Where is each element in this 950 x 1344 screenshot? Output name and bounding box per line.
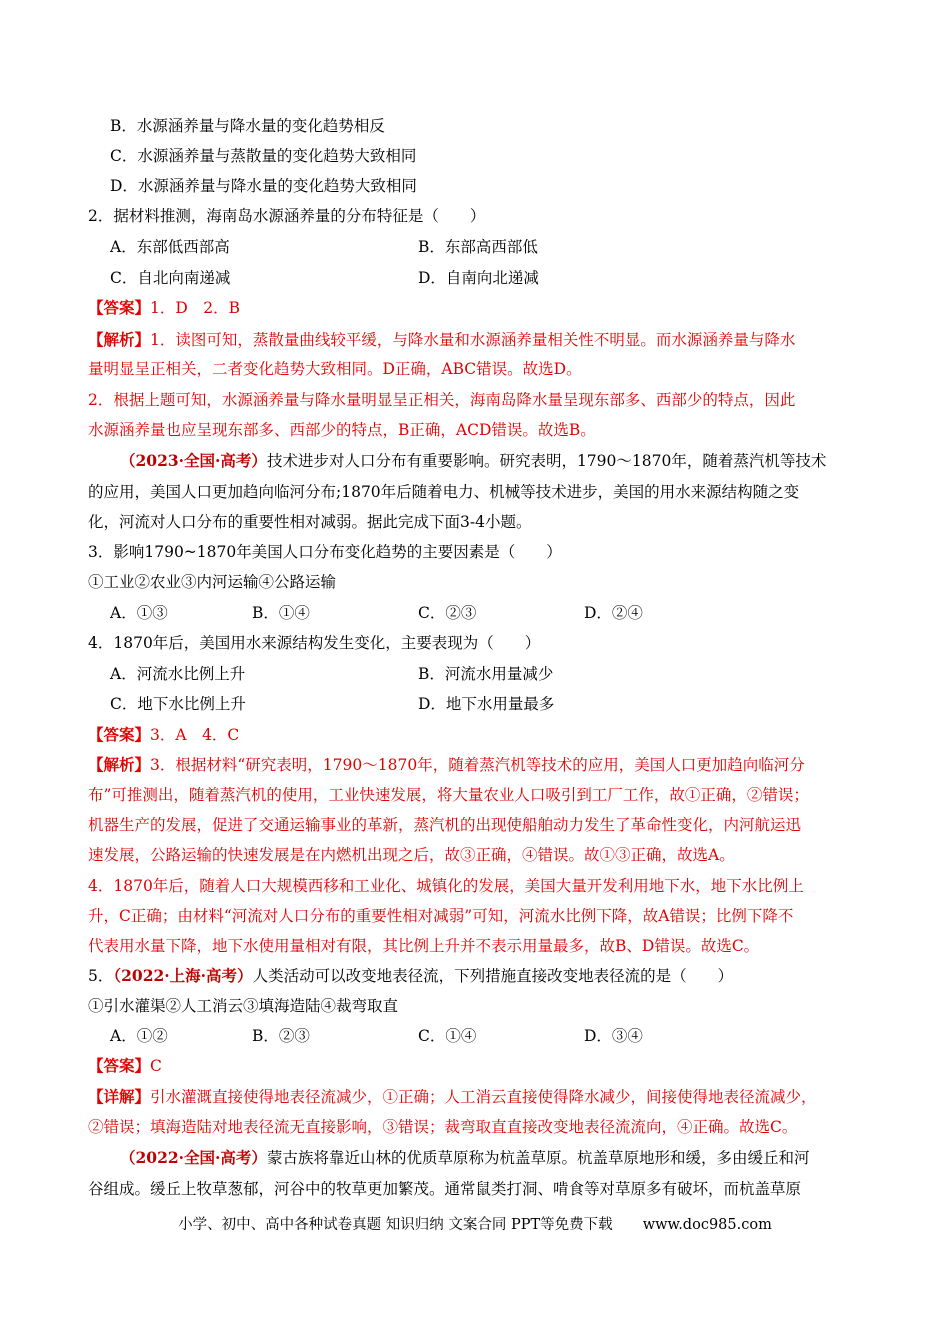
- material-3-4-line1: [120, 451, 826, 471]
- q2-stem: 2．据材料推测，海南岛水源涵养量的分布特征是（ ）: [88, 207, 486, 225]
- explanation-1-2-line3: 2．根据上题可知，水源涵养量与降水量明显呈正相关，海南岛降水量呈现东部多、西部少的特点，因此: [88, 391, 796, 409]
- answer-tag: 【答案】: [88, 298, 151, 317]
- q2-option-c: C．自北向南递减: [110, 269, 231, 287]
- q2-option-a: A．东部低西部高: [110, 238, 230, 256]
- detail-5-line2: ②错误；填海造陆对地表径流无直接影响，③错误；裁弯取直直接改变地表径流流向，④正确。故选C。: [88, 1118, 798, 1136]
- q3-items: ①工业②农业③内河运输④公路运输: [88, 573, 337, 591]
- explanation-3-4-line2: 布”可推测出，随着蒸汽机的使用，工业快速发展，将大量农业人口吸引到工厂工作，故①正确，②错误；: [88, 786, 809, 804]
- q5-stem-text: 人类活动可以改变地表径流，下列措施直接改变地表径流的是（ ）: [252, 967, 734, 985]
- material-6-line2: 谷组成。缓丘上牧草葱郁，河谷中的牧草更加繁茂。通常鼠类打洞、啃食等对草原多有破坏，而杭盖草原: [88, 1180, 802, 1198]
- q5-option-d: D．③④: [584, 1027, 643, 1045]
- material-text: 技术进步对人口分布有重要影响。研究表明，1790～1870年，随着蒸汽机等技术: [266, 452, 827, 470]
- answer-3-4: [88, 725, 239, 745]
- footer-link[interactable]: www.doc985.com: [642, 1217, 772, 1233]
- explanation-tag: 【解析】: [88, 755, 151, 774]
- q1-option-d: D．水源涵养量与降水量的变化趋势大致相同: [110, 177, 417, 195]
- explanation-3-4-line3: 机器生产的发展，促进了交通运输事业的革新，蒸汽机的出现使船舶动力发生了革命性变化，内河航运迅: [88, 816, 802, 834]
- explanation-text: 1．读图可知，蒸散量曲线较平缓，与降水量和水源涵养量相关性不明显。而水源涵养量与降水: [150, 331, 796, 349]
- q2-options-row2: [110, 268, 850, 288]
- page-footer: [0, 1213, 950, 1234]
- q1-option-c: C．水源涵养量与蒸散量的变化趋势大致相同: [110, 147, 417, 165]
- q3-option-d: D．②④: [584, 604, 643, 622]
- q3-option-c: C．②③: [418, 604, 477, 622]
- q2-option-d: D．自南向北递减: [418, 269, 539, 287]
- answer-text: C: [150, 1057, 162, 1075]
- explanation-3-4-line6: 升，C正确；由材料“河流对人口分布的重要性相对减弱”可知，河流水比例下降，故A错误；比例下降不: [88, 907, 794, 925]
- q3-option-a: A．①③: [110, 604, 168, 622]
- q4-option-c: C．地下水比例上升: [110, 695, 246, 713]
- q4-option-d: D．地下水用量最多: [418, 695, 555, 713]
- material-text: 蒙古族将靠近山林的优质草原称为杭盖草原。杭盖草原地形和缓，多由缓丘和河: [266, 1149, 810, 1167]
- material-3-4-line3: 化，河流对人口分布的重要性相对减弱。据此完成下面3-4小题。: [88, 513, 532, 531]
- q5-option-c: C．①④: [418, 1027, 477, 1045]
- answer-text: 3．A 4．C: [150, 726, 240, 744]
- source-tag: （2022·上海·高考）: [113, 966, 253, 985]
- detail-text: 引水灌溉直接使得地表径流减少，①正确；人工消云直接使得降水减少，间接使得地表径流减少，: [150, 1088, 817, 1106]
- material-3-4-line2: 的应用，美国人口更加趋向临河分布;1870年后随着电力、机械等技术进步，美国的用水来源结构随之变: [88, 483, 800, 501]
- q3-stem: 3．影响1790~1870年美国人口分布变化趋势的主要因素是（ ）: [88, 543, 562, 561]
- q3-options: [110, 603, 850, 623]
- q5-options: [110, 1026, 850, 1046]
- answer-5: [88, 1056, 162, 1076]
- answer-tag: 【答案】: [88, 725, 151, 744]
- source-tag: （2022·全国·高考）: [120, 1148, 267, 1167]
- explanation-tag: 【解析】: [88, 330, 151, 349]
- q5-stem: [88, 966, 733, 986]
- detail-tag: 【详解】: [88, 1087, 151, 1106]
- explanation-3-4-line4: 速发展，公路运输的快速发展是在内燃机出现之后，故③正确，④错误。故①③正确，故选A。: [88, 846, 735, 864]
- q3-option-b: B．①④: [252, 604, 310, 622]
- q4-option-a: A．河流水比例上升: [110, 665, 246, 683]
- q1-option-b: B．水源涵养量与降水量的变化趋势相反: [110, 117, 385, 135]
- q5-option-a: A．①②: [110, 1027, 168, 1045]
- q2-option-b: B．东部高西部低: [418, 238, 538, 256]
- explanation-1-2-line1: [88, 330, 795, 350]
- explanation-3-4-line7: 代表用水量下降，地下水使用量相对有限，其比例上升并不表示用量最多，故B、D错误。故选C。: [88, 937, 760, 955]
- material-6-line1: [120, 1148, 809, 1168]
- explanation-1-2-line2: 量明显呈正相关，二者变化趋势大致相同。D正确，ABC错误。故选D。: [88, 360, 582, 378]
- explanation-text: 3．根据材料“研究表明，1790～1870年，随着蒸汽机等技术的应用，美国人口更加趋向临河分: [150, 756, 805, 774]
- q4-options-row1: [110, 664, 850, 684]
- explanation-3-4-line1: [88, 755, 805, 775]
- detail-5-line1: [88, 1087, 817, 1107]
- source-tag: （2023·全国·高考）: [120, 451, 267, 470]
- q4-options-row2: [110, 694, 850, 714]
- q2-options-row1: [110, 237, 850, 257]
- q4-stem: 4．1870年后，美国用水来源结构发生变化，主要表现为（ ）: [88, 634, 541, 652]
- q5-items: ①引水灌渠②人工消云③填海造陆④裁弯取直: [88, 997, 399, 1015]
- explanation-1-2-line4: 水源涵养量也应呈现东部多、西部少的特点，B正确，ACD错误。故选B。: [88, 421, 596, 439]
- answer-1-2: [88, 298, 240, 318]
- answer-text: 1．D 2．B: [150, 299, 241, 317]
- q5-number: 5．: [88, 967, 114, 985]
- answer-tag: 【答案】: [88, 1056, 151, 1075]
- q5-option-b: B．②③: [252, 1027, 310, 1045]
- explanation-3-4-line5: 4．1870年后，随着人口大规模西移和工业化、城镇化的发展，美国大量开发利用地下水，地下水比例上: [88, 877, 804, 895]
- footer-text: 小学、初中、高中各种试卷真题 知识归纳 文案合同 PPT等免费下载: [178, 1217, 613, 1233]
- q4-option-b: B．河流水用量减少: [418, 665, 554, 683]
